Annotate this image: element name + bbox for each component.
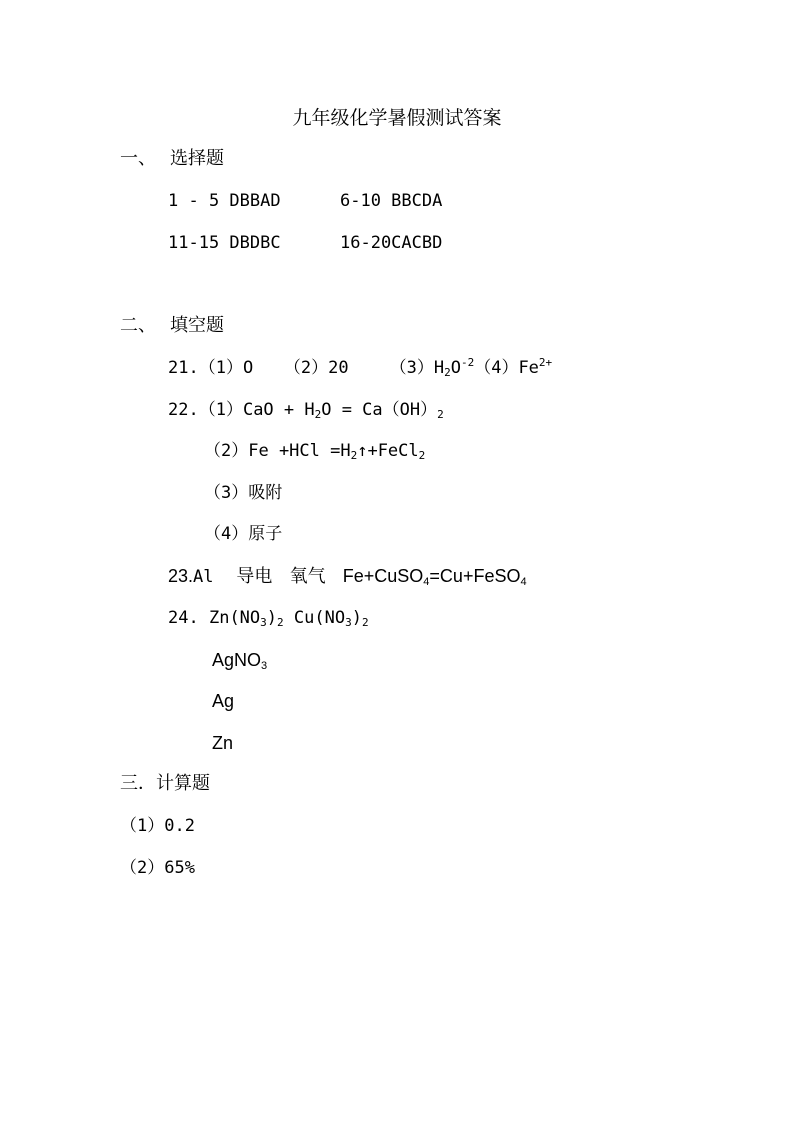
- choice-answers-16-20: 16-20CACBD: [340, 233, 443, 253]
- answer-24-line-2: AgNO$_3$: [212, 650, 268, 672]
- section-number: 一、: [120, 148, 156, 169]
- answer-22-line-3: （3）吸附: [204, 483, 283, 503]
- answer-21: [168, 356, 552, 380]
- section-number: 二、: [120, 315, 156, 336]
- question-number: 21.: [168, 358, 199, 378]
- section-choice-heading: [120, 147, 224, 171]
- section-calc-heading: 三．计算题: [120, 773, 210, 794]
- answer-21-part-2: （2）20: [283, 358, 349, 378]
- answer-22-line-1: $22.(1)CaO + H_2O = Ca(OH)_2$: [168, 400, 444, 421]
- answer-22-line-4: （4）原子: [204, 524, 283, 544]
- question-number: 24.: [168, 608, 199, 628]
- answer-24-line-3: Ag: [212, 691, 235, 711]
- calc-answer-1: （1）0.2: [120, 816, 195, 836]
- choice-answers-11-15: 11-15 DBDBC: [168, 233, 281, 253]
- calc-answer-2: （2）65%: [120, 858, 195, 878]
- question-number: 23.: [168, 566, 194, 586]
- section-title: 填空题: [170, 315, 224, 336]
- answer-23: 23.Al 导电 氧气 Fe+CuSO$_4$=Cu+FeSO$_4$: [168, 566, 527, 588]
- choice-answers-6-10: 6-10 BBCDA: [340, 191, 443, 211]
- answer-23-equation: Fe+CuSO$_4$=Cu+FeSO$_4$: [342, 566, 527, 588]
- section-title: 选择题: [170, 148, 224, 169]
- answer-21-part-1: （1）O: [198, 358, 254, 378]
- answer-22-line-2: $(2)Fe +HCl =H_2↑+FeCl_2$: [204, 441, 426, 462]
- choice-answers-1-5: 1 - 5 DBBAD: [168, 191, 281, 211]
- question-number: 22.: [168, 400, 199, 420]
- page-title: 九年级化学暑假测试答案: [292, 107, 502, 129]
- answer-21-part-4: $(4)Fe^{2+}$: [474, 356, 553, 378]
- answer-24-line-1: 24. $Zn(NO_3)_2$ $Cu(NO_3)_2$: [168, 608, 369, 629]
- section-fill-heading: [120, 314, 224, 338]
- answer-24-line-4: Zn: [212, 733, 234, 753]
- answer-21-part-3: $(3)H_2O^{-2}$: [389, 356, 475, 379]
